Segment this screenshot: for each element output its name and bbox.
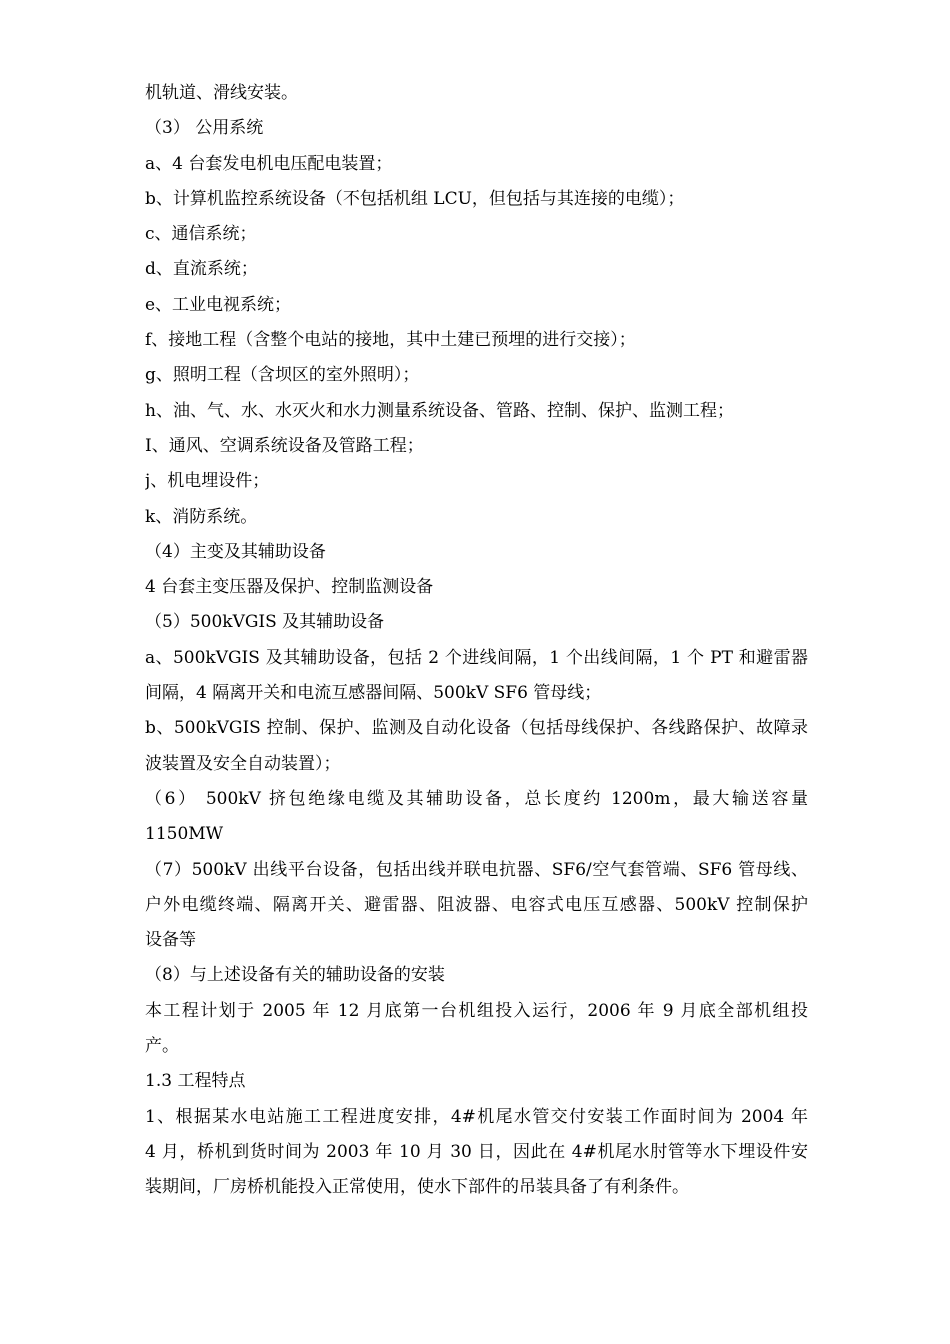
paragraph-line: 产。 xyxy=(145,1036,179,1057)
list-item: I、通风、空调系统设备及管路工程； xyxy=(145,435,424,456)
list-item-continuation: 波装置及安全自动装置）； xyxy=(145,753,341,774)
section-heading: （8）与上述设备有关的辅助设备的安装 xyxy=(145,965,445,986)
list-item: j、机电埋设件； xyxy=(145,471,270,492)
list-item: d、直流系统； xyxy=(145,259,258,280)
list-item: g、照明工程（含坝区的室外照明）； xyxy=(145,365,420,386)
paragraph-line: 本工程计划于 2005 年 12 月底第一台机组投入运行，2006 年 9 月底全部机组投 xyxy=(145,1000,808,1021)
list-item: b、500kVGIS 控制、保护、监测及自动化设备（包括母线保护、各线路保护、故障录 xyxy=(145,718,808,739)
section-heading-continuation: 1150MW xyxy=(145,824,224,845)
paragraph-line: 1、根据某水电站施工工程进度安排，4#机尾水管交付安装工作面时间为 2004 年 xyxy=(145,1106,808,1127)
paragraph-line: 4 月，桥机到货时间为 2003 年 10 月 30 日，因此在 4#机尾水肘管等水下埋设件安 xyxy=(145,1141,808,1162)
list-item: a、500kVGIS 及其辅助设备，包括 2 个进线间隔，1 个出线间隔，1 个 PT 和避雷器 xyxy=(145,647,808,668)
section-heading: （5）500kVGIS 及其辅助设备 xyxy=(145,612,385,633)
section-heading-continuation: 设备等 xyxy=(145,930,196,951)
section-heading: （7）500kV 出线平台设备，包括出线并联电抗器、SF6/空气套管端、SF6 管母线、 xyxy=(145,859,808,880)
section-heading: （3） 公用系统 xyxy=(145,118,264,139)
list-item: b、计算机监控系统设备（不包括机组 LCU，但包括与其连接的电缆）； xyxy=(145,188,685,209)
paragraph-line: 装期间，厂房桥机能投入正常使用，使水下部件的吊装具备了有利条件。 xyxy=(145,1177,689,1198)
document-body xyxy=(145,76,808,1206)
text-line: 4 台套主变压器及保护、控制监测设备 xyxy=(145,577,434,598)
list-item: a、4 台套发电机电压配电装置； xyxy=(145,153,393,174)
section-heading: （4）主变及其辅助设备 xyxy=(145,541,326,562)
list-item: h、油、气、水、水灭火和水力测量系统设备、管路、控制、保护、监测工程； xyxy=(145,400,734,421)
list-item: e、工业电视系统； xyxy=(145,294,292,315)
text-line: 机轨道、滑线安装。 xyxy=(145,83,298,103)
list-item-continuation: 间隔，4 隔离开关和电流互感器间隔、500kV SF6 管母线； xyxy=(145,683,602,704)
list-item: f、接地工程（含整个电站的接地，其中土建已预埋的进行交接）； xyxy=(145,330,636,351)
subsection-title: 1.3 工程特点 xyxy=(145,1071,246,1092)
section-heading-continuation: 户外电缆终端、隔离开关、避雷器、阻波器、电容式电压互感器、500kV 控制保护 xyxy=(145,894,808,915)
section-heading: （6） 500kV 挤包绝缘电缆及其辅助设备，总长度约 1200m，最大输送容量 xyxy=(145,788,808,809)
list-item: k、消防系统。 xyxy=(145,506,258,527)
list-item: c、通信系统； xyxy=(145,224,257,245)
